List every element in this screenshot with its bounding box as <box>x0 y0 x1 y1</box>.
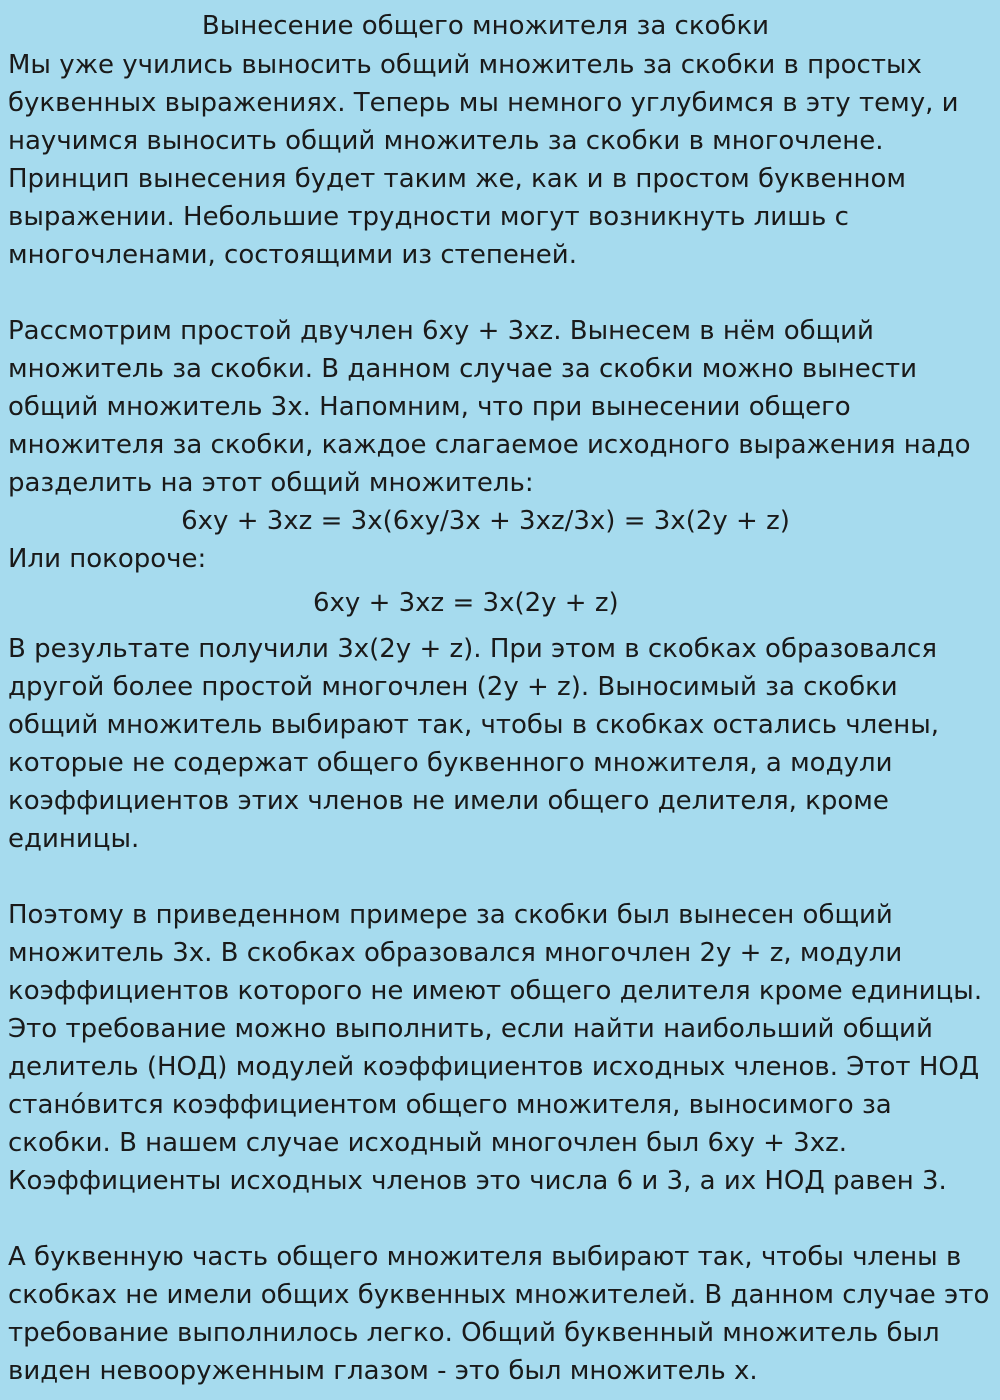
letter-part-paragraph: А буквенную часть общего множителя выбирают так, чтобы члены в скобках не имели общих буквенных множителей. В данном случае это требование выполнилось легко. Общий буквенный множитель был виден невооруженным глазом - это был множитель x. <box>8 1242 990 1386</box>
binomial-paragraph: Рассмотрим простой двучлен 6xy + 3xz. Вынесем в нём общий множитель за скобки. В данном случае за скобки можно вынести общий множитель 3x. Напомним, что при вынесении общего множителя за скобки, каждое слагаемое исходного выражения надо разделить на этот общий множитель: <box>8 316 971 498</box>
page-title: Вынесение общего множителя за скобки <box>201 11 770 41</box>
result-paragraph: В результате получили 3x(2y + z). При этом в скобках образовался другой более простой многочлен (2y + z). Выносимый за скобки общий множитель выбирают так, чтобы в скобках остались члены, которые не содержат общего буквенного множителя, а модули коэффициентов этих членов не имели общего делителя, кроме единицы. <box>8 634 940 854</box>
document-page <box>8 6 993 1390</box>
paragraph-gap <box>8 274 993 312</box>
formula-short: 6xy + 3xz = 3x(2y + z) <box>313 588 619 618</box>
paragraph-gap <box>8 1200 993 1238</box>
gcd-paragraph: Поэтому в приведенном примере за скобки был вынесен общий множитель 3x. В скобках образовался многочлен 2y + z, модули коэффициентов которого не имеют общего делителя кроме единицы. Это требование можно выполнить, если найти наибольший общий делитель (НОД) модулей коэффициентов исходных членов. Этот НОД стано́вится коэффициентом общего множителя, выносимого за скобки. В нашем случае исходный многочлен был 6xy + 3xz. Коэффициенты исходных членов это числа 6 и 3, а их НОД равен 3. <box>8 900 983 1196</box>
shorter-label: Или покороче: <box>8 544 207 574</box>
formula-full: 6xy + 3xz = 3x(6xy/3x + 3xz/3x) = 3x(2y + z) <box>181 506 790 536</box>
intro-paragraph: Мы уже учились выносить общий множитель за скобки в простых буквенных выражениях. Теперь мы немного углубимся в эту тему, и научимся выносить общий множитель за скобки в многочлене. Принцип вынесения будет таким же, как и в простом буквенном выражении. Небольшие трудности могут возникнуть лишь с многочленами, состоящими из степеней. <box>8 50 959 270</box>
paragraph-gap <box>8 858 993 896</box>
